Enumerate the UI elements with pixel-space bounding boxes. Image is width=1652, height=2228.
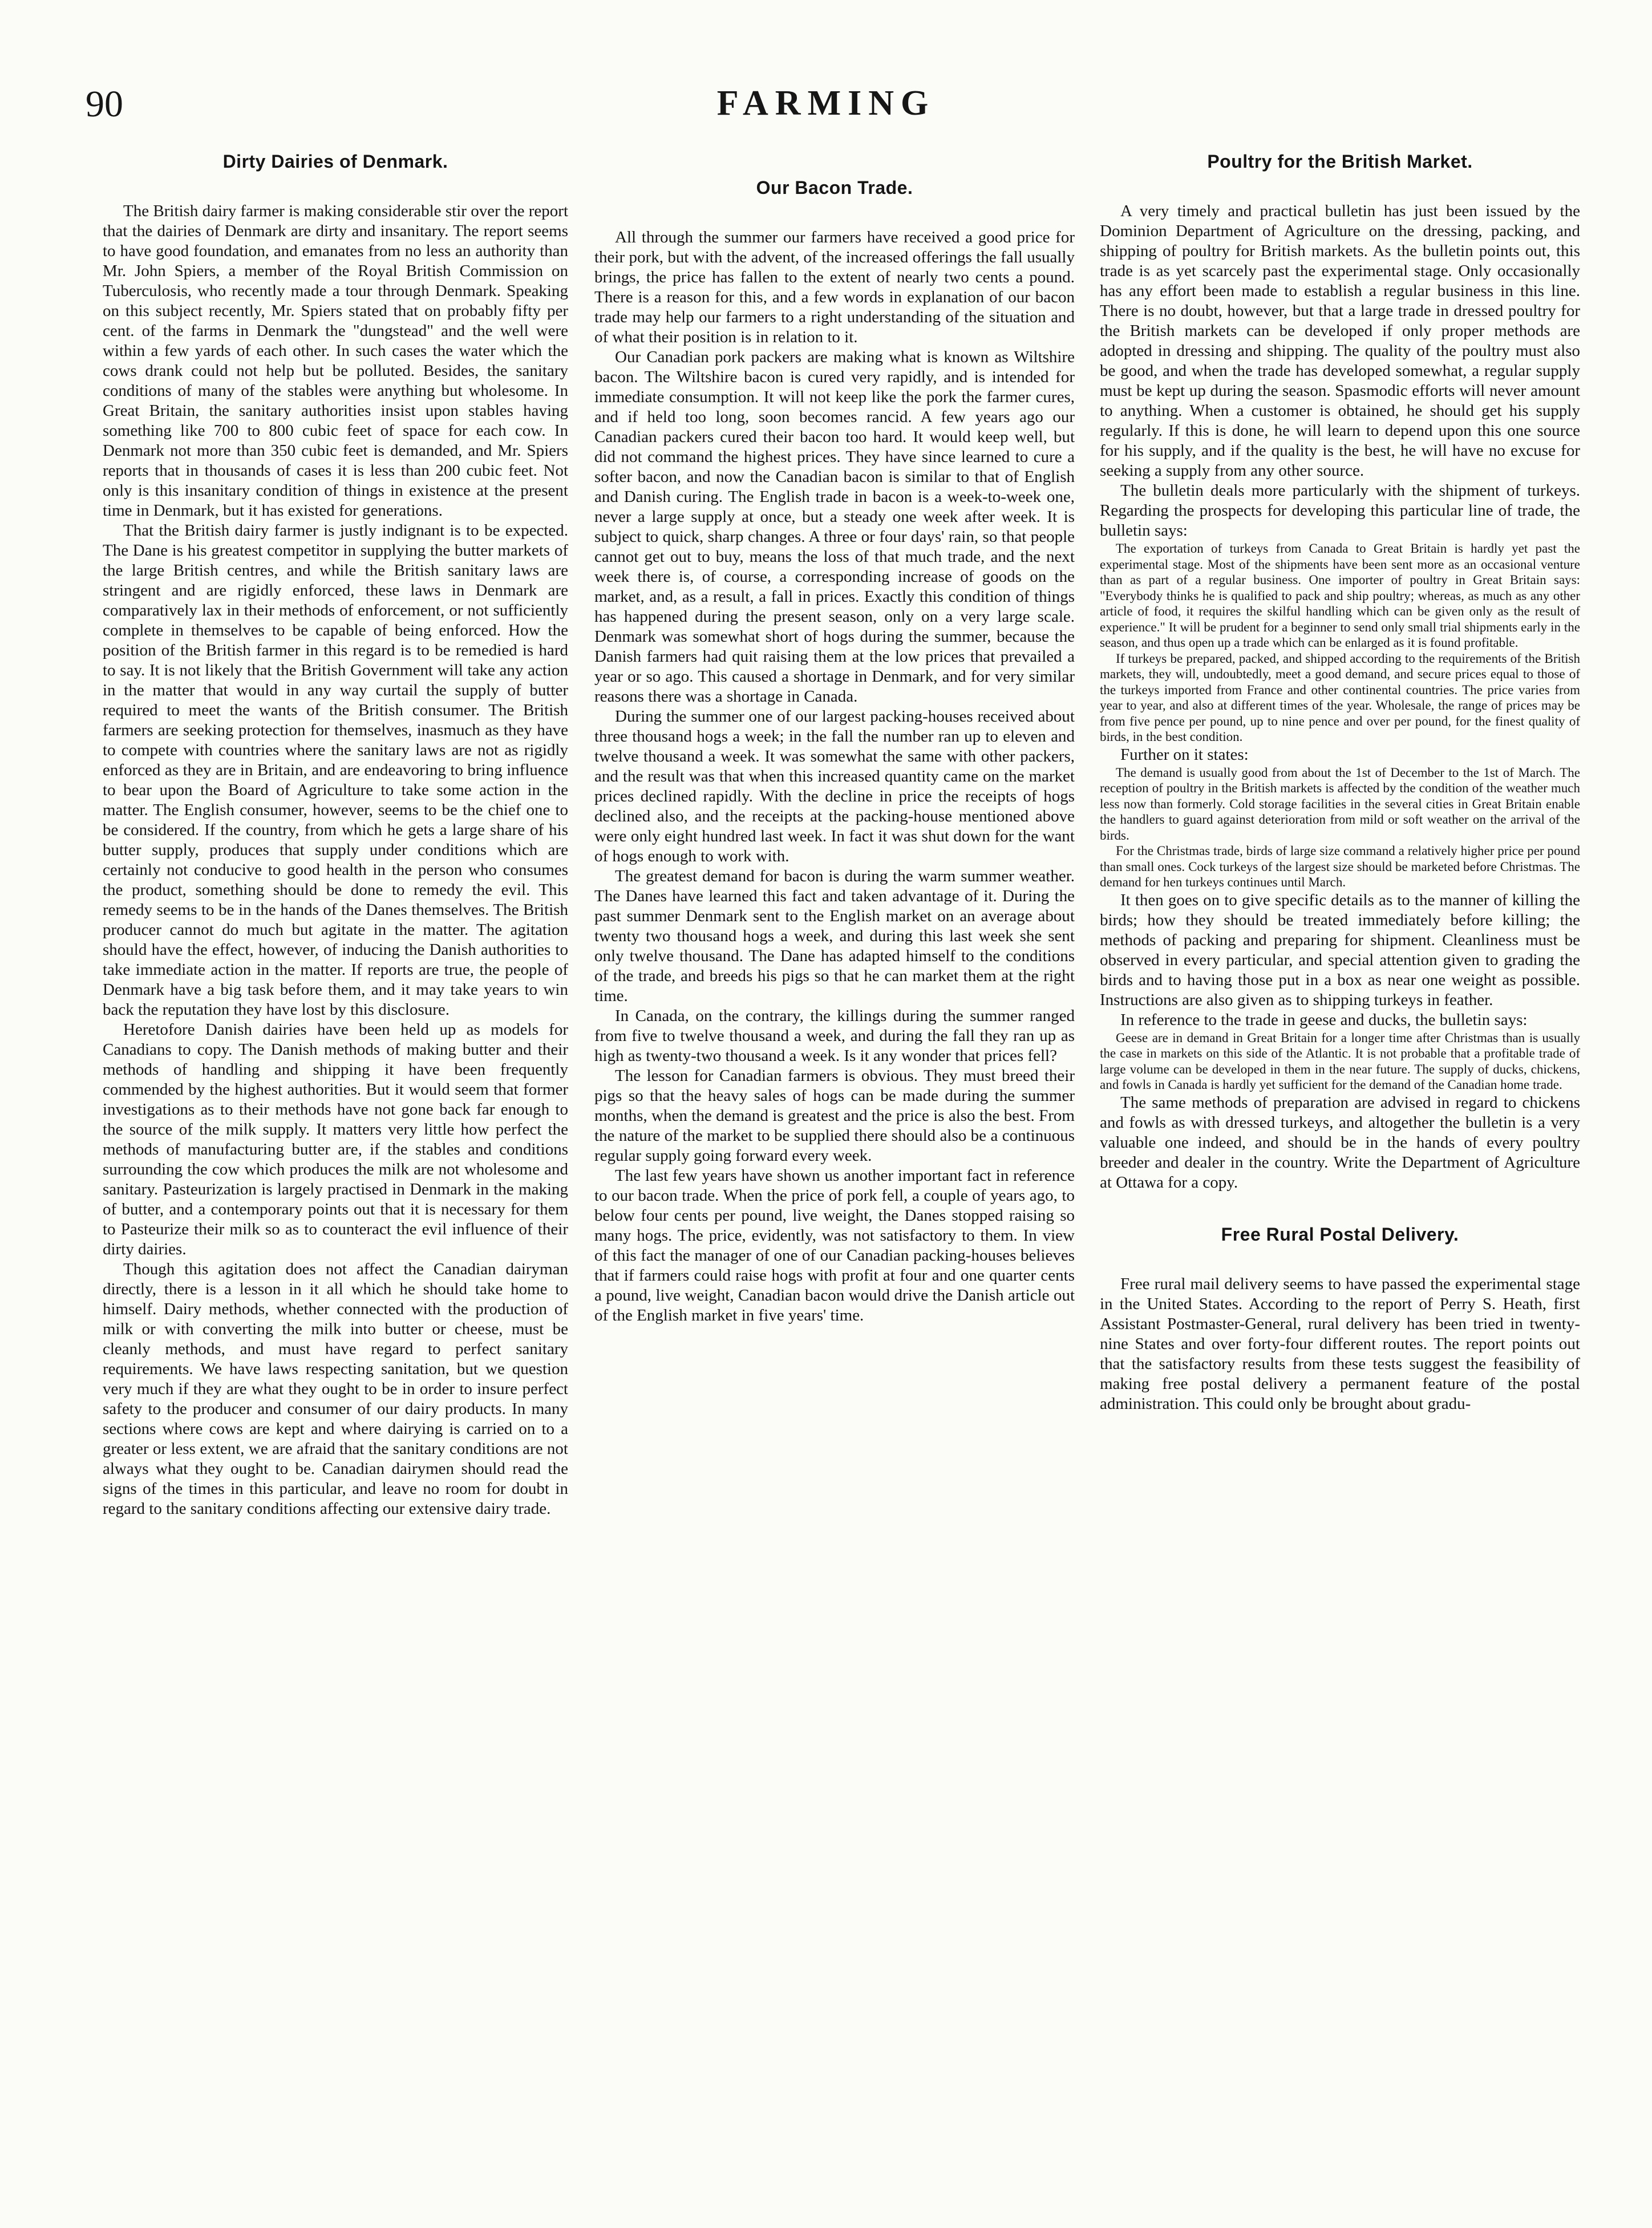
article-paragraph: The British dairy farmer is making considerable stir over the report that the dairies of Denmark are dirty and insanitary. The report seems to have good foundation, and emanates from no less an authority than Mr. John Spiers, a member of the Royal British Commission on Tuberculosis, who recently made a tour through Denmark. Speaking on this subject recently, Mr. Spiers stated that on probably fifty per cent. of the farms in Denmark the "dungstead" and the well were within a few yards of each other. In such cases the water which the cows drank could not help but be polluted. Besides, the sanitary conditions of many of the stables were anything but wholesome. In Great Britain, the sanitary authorities insist upon stables having something like 700 to 800 cubic feet of space for each cow. In Denmark not more than 350 cubic feet is demanded, and Mr. Spiers reports that in thousands of cases it is less than 200 cubic feet. Not only is this insanitary condition of things in existence at the present time in Denmark, but it has existed for generations.	[103, 202, 568, 520]
article-paragraph: In reference to the trade in geese and ducks, the bulletin says:	[1120, 1010, 1528, 1029]
quoted-paragraph: The exportation of turkeys from Canada to Great Britain is hardly yet past the experimental stage. Most of the shipments have been sent more as an occasional venture than as part of a regular business. One importer of poultry in Great Britain says: "Everybody thinks he is qualified to pack and ship poultry; whereas, as much as any other article of food, it requires the skilful handling which can be given only as the result of experience." It will be prudent for a beginner to send only small trial shipments early in the season, and thus open up a trade which can be enlarged as it is found profitable.	[1100, 541, 1580, 650]
article-paragraph: The same methods of preparation are advised in regard to chickens and fowls as with dressed turkeys, and altogether the bulletin is a very valuable one indeed, and should be in the hands of every poultry breeder and dealer in the country. Write the Department of Agriculture at Ottawa for a copy.	[1100, 1093, 1580, 1192]
page-number: 90	[86, 83, 123, 125]
article-title-rural-delivery: Free Rural Postal Delivery.	[1221, 1224, 1459, 1245]
quoted-paragraph: If turkeys be prepared, packed, and shipped according to the requirements of the British markets, they will, undoubtedly, meet a good demand, and secure prices equal to those of the turkeys imported from France and other continental countries. The price varies from year to year, and also at different times of the year. Wholesale, the range of prices may be from five pence per pound, up to nine pence and over per pound, for the finest quality of birds, in the best condition.	[1100, 651, 1580, 744]
article-paragraph: Our Canadian pork packers are making what is known as Wiltshire bacon. The Wiltshire bacon is cured very rapidly, and is intended for immediate consumption. It will not keep like the pork the farmer cures, and if held too long, soon becomes rancid. A few years ago our Canadian packers cured their bacon too hard. It would keep well, but did not command the highest prices. They have since learned to cure a softer bacon, and now the Canadian bacon is similar to that of English and Danish curing. The English trade in bacon is a week-to-week one, never a large supply at once, but a steady one week after week. It is subject to quick, sharp changes. A three or four days' rain, so that people cannot get out to buy, means the loss of that much trade, and the next week there is, of course, a corresponding increase of goods on the market, and, as a result, a fall in prices. Exactly this condition of things has happened during the present season, only on a very large scale. Denmark was somewhat short of hogs during the summer, because the Danish farmers had quit raising them at the low prices that prevailed a year or so ago. This caused a shortage in Denmark, and for very similar reasons there was a shortage in Canada.	[594, 348, 1075, 706]
article-paragraph: Free rural mail delivery seems to have passed the experimental stage in the United States. According to the report of Perry S. Heath, first Assistant Postmaster-General, rural delivery has been tried in twenty-nine States and over forty-four different routes. The report points out that the satisfactory results from these tests suggest the feasibility of making free postal delivery a permanent feature of the postal administration. This could only be brought about gradu-	[1100, 1274, 1580, 1413]
article-paragraph: A very timely and practical bulletin has just been issued by the Dominion Department of Agriculture on the dressing, packing, and shipping of poultry for British markets. As the bulletin points out, this trade is as yet scarcely past the experimental stage. Only occasionally has any effort been made to establish a regular business in this line. There is no doubt, however, but that a large trade in dressed poultry for the British markets can be developed if only proper methods are adopted in dressing and shipping. The quality of the poultry must also be good, and when the trade has developed somewhat, a regular supply must be kept up during the season. Spasmodic efforts will never amount to anything. When a customer is obtained, he should get his supply regularly. If this is done, he will learn to depend upon this one source for his supply, and if the quality is the best, he will have no excuse for seeking a supply from any other source.	[1100, 202, 1580, 480]
article-paragraph: All through the summer our farmers have received a good price for their pork, but with the advent, of the increased offerings the fall usually brings, the price has fallen to the extent of nearly two cents a pound. There is a reason for this, and a few words in explanation of our bacon trade may help our farmers to a right understanding of the situation and of what their position is in relation to it.	[594, 228, 1075, 347]
article-title-poultry: Poultry for the British Market.	[1207, 151, 1473, 172]
column-middle	[594, 146, 1075, 2177]
quoted-paragraph: Geese are in demand in Great Britain for a longer time after Christmas than is usually the case in markets on this side of the Atlantic. It is not probable that a profitable trade of large volume can be developed in them in the near future. The supply of ducks, chickens, and fowls in Canada is hardly yet sufficient for the demand of the Canadian home trade.	[1100, 1030, 1580, 1092]
article-paragraph: In Canada, on the contrary, the killings during the summer ranged from five to twelve thousand a week, and during the fall they ran up as high as twenty-two thousand a week. Is it any wonder that prices fell?	[594, 1007, 1075, 1066]
article-paragraph: Further on it states:	[1120, 745, 1249, 764]
column-left	[103, 146, 568, 2177]
article-paragraph: The bulletin deals more particularly with the shipment of turkeys. Regarding the prospects for developing this particular line of trade, the bulletin says:	[1100, 481, 1580, 540]
quoted-paragraph: The demand is usually good from about the 1st of December to the 1st of March. The reception of poultry in the British markets is affected by the condition of the weather much less now than formerly. Cold storage facilities in the several cities in Great Britain enable the handlers to guard against deterioration from mild or soft weather on the arrival of the birds.	[1100, 765, 1580, 842]
article-paragraph: The last few years have shown us another important fact in reference to our bacon trade. When the price of pork fell, a couple of years ago, to below four cents per pound, live weight, the Danes stopped raising so many hogs. The price, evidently, was not satisfactory to them. In view of this fact the manager of one of our Canadian packing-houses believes that if farmers could raise hogs with profit at four and one quarter cents a pound, live weight, Canadian bacon would drive the Danish article out of the English market in five years' time.	[594, 1166, 1075, 1325]
article-title-bacon-trade: Our Bacon Trade.	[756, 177, 913, 198]
quoted-paragraph: For the Christmas trade, birds of large size command a relatively higher price per pound than small ones. Cock turkeys of the largest size should be marketed before Christmas. The demand for hen turkeys continues until March.	[1100, 844, 1580, 890]
article-paragraph: It then goes on to give specific details as to the manner of killing the birds; how they should be treated immediately before killing; the methods of packing and preparing for shipment. Cleanliness must be observed in every particular, and special attention given to grading the birds and to having those put in a box as near one weight as possible. Instructions are also given as to shipping turkeys in feather.	[1100, 890, 1580, 1009]
column-right	[1100, 146, 1580, 2177]
article-paragraph: That the British dairy farmer is justly indignant is to be expected. The Dane is his greatest competitor in supplying the butter markets of the large British centres, and while the British sanitary laws are stringent and are rigidly enforced, these laws in Denmark are comparatively lax in their methods of enforcement, or not sufficiently complete in themselves to be capable of being enforced. How the position of the British farmer in this regard is to be remedied is hard to say. It is not likely that the British Government will take any action in the matter that would in any way curtail the supply of butter required to meet the wants of the British consumer. The British farmers are seeking protection for themselves, inasmuch as they have to compete with countries where the sanitary laws are not as rigidly enforced as they are in Britain, and are endeavoring to bring influence to bear upon the Board of Agriculture to take some action in the matter. The English consumer, however, seems to be the chief one to be considered. If the country, from which he gets a large share of his butter supply, produces that supply under conditions which are certainly not conducive to good health in the person who consumes the product, something should be done to remedy the evil. This remedy seems to be in the hands of the Danes themselves. The British producer cannot do much but agitate in the matter. The agitation should have the effect, however, of inducing the Danish authorities to take immediate action in the matter. If reports are true, the people of Denmark have a big task before them, and it may take years to win back the reputation they have lost by this disclosure.	[103, 521, 568, 1019]
article-paragraph: During the summer one of our largest packing-houses received about three thousand hogs a week; in the fall the number ran up to eleven and twelve thousand a week. It was somewhat the same with other packers, and the result was that when this increased quantity came on the market prices declined rapidly. With the decline in price the receipts of hogs declined also, and the receipts at the packing-house mentioned above were only eight hundred last week. In fact it was shut down for the want of hogs enough to work with.	[594, 707, 1075, 866]
article-paragraph: The greatest demand for bacon is during the warm summer weather. The Danes have learned this fact and taken advantage of it. During the past summer Denmark sent to the English market on an average about twenty two thousand hogs a week, and during this last week she sent only twelve thousand. The Dane has adapted himself to the conditions of the trade, and breeds his pigs so that he can market them at the right time.	[594, 867, 1075, 1006]
article-paragraph: Heretofore Danish dairies have been held up as models for Canadians to copy. The Danish methods of making butter and their methods of handling and shipping it have been frequently commended by the highest authorities. But it would seem that former investigations as to their methods have not gone back far enough to the source of the milk supply. It matters very little how perfect the methods of manufacturing butter are, if the stables and conditions surrounding the cow which produces the milk are not wholesome and sanitary. Pasteurization is largely practised in Denmark in the making of butter, and a contemporary points out that it is necessary for them to Pasteurize their milk so as to counteract the evil influence of their dirty dairies.	[103, 1020, 568, 1259]
running-title: FARMING	[716, 84, 936, 123]
article-paragraph: The lesson for Canadian farmers is obvious. They must breed their pigs so that the heavy sales of hogs can be made during the summer months, when the demand is greatest and the price is also the best. From the nature of the market to be supplied there should also be a continuous regular supply going forward every week.	[594, 1067, 1075, 1165]
article-title-dirty-dairies: Dirty Dairies of Denmark.	[222, 151, 448, 172]
article-paragraph: Though this agitation does not affect the Canadian dairyman directly, there is a lesson in it all which he should take home to himself. Dairy methods, whether connected with the production of milk or with converting the milk into butter or cheese, must be cleanly methods, and must have regard to perfect sanitary requirements. We have laws respecting sanitation, but we question very much if they are what they ought to be in order to insure perfect safety to the producer and consumer of our dairy products. In many sections where cows are kept and where dairying is carried on to a greater or less extent, we are afraid that the sanitary conditions are not always what they ought to be. Canadian dairymen should read the signs of the times in this particular, and leave no room for doubt in regard to the sanitary conditions affecting our extensive dairy trade.	[103, 1260, 568, 1518]
